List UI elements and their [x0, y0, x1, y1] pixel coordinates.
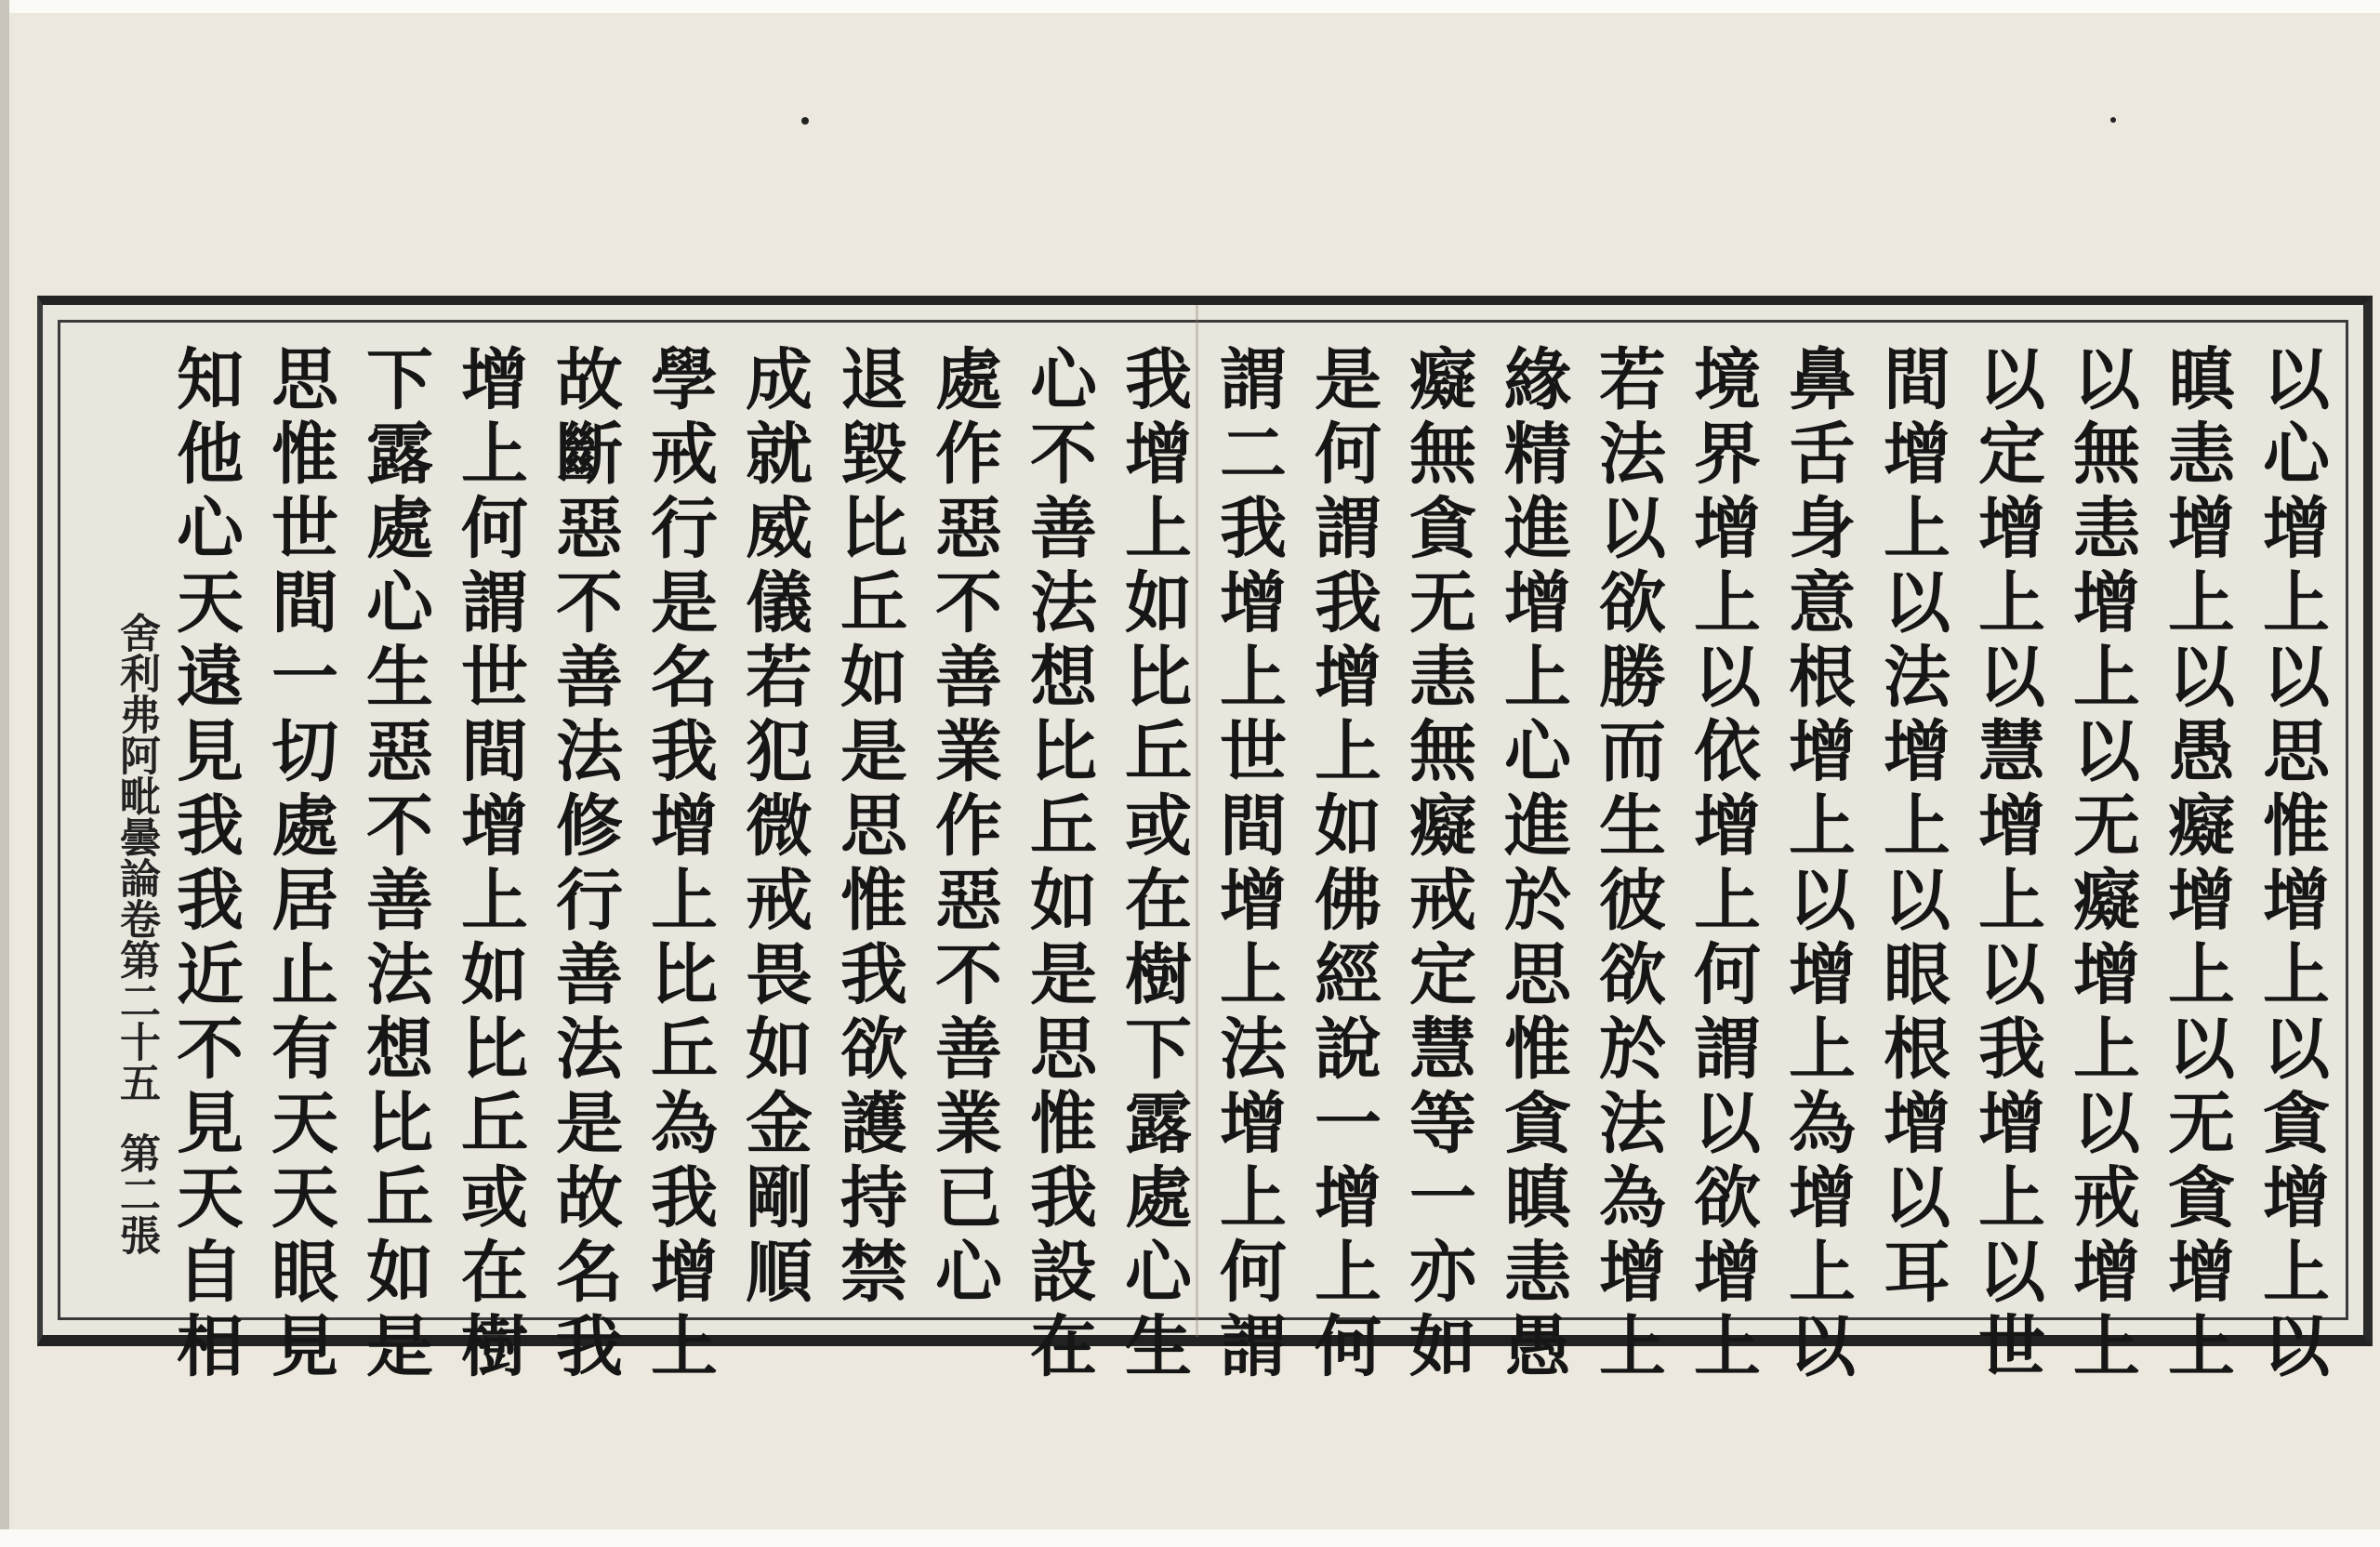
binding-edge	[0, 0, 9, 1547]
text-column-14: 心不善法想比丘如是思惟我設在	[1019, 344, 1098, 1385]
text-column-15: 處作惡不善業作惡不善業已心	[924, 344, 1003, 1311]
page-top-edge	[0, 0, 2380, 13]
text-column-17: 成就威儀若犯微戒畏如金剛順	[734, 344, 813, 1311]
text-column-5: 間增上以法增上以眼根增以耳	[1872, 344, 1951, 1311]
text-column-2: 瞋恚增上以愚癡增上以无貪增上	[2157, 344, 2236, 1385]
colophon-title: 舍利弗阿毗曇論卷第二十五	[112, 612, 160, 1103]
text-column-11: 是何謂我增上如佛經說一增上何	[1303, 344, 1382, 1385]
fold-line	[1196, 305, 1198, 1337]
woodblock-print	[37, 296, 2373, 1385]
text-column-7: 境界增上以依增上何謂以欲增上	[1683, 344, 1762, 1385]
text-column-16: 退毀比丘如是思惟我欲護持禁	[829, 344, 908, 1311]
text-column-1: 以心增上以思惟增上以貪增上以	[2252, 344, 2331, 1385]
text-column-12: 謂二我增上世間增上法增上何謂	[1209, 344, 1288, 1385]
text-column-19: 故斷惡不善法修行善法是故名我	[545, 344, 624, 1385]
text-column-22: 思惟世間一切處居止有天天眼見	[260, 344, 339, 1385]
text-column-4: 以定增上以慧增上以我增上以世	[1967, 344, 2046, 1385]
text-column-18: 學戒行是名我增上比丘為我增上	[640, 344, 719, 1385]
page-bottom-edge	[0, 1529, 2380, 1547]
colophon-page-number: 第二張	[112, 1132, 160, 1255]
text-column-9: 緣精進增上心進於思惟貪瞋恚愚	[1493, 344, 1572, 1385]
ink-speck	[2110, 117, 2116, 123]
text-column-23: 知他心天遠見我我近不見天自相	[165, 344, 245, 1385]
ink-speck	[801, 117, 809, 125]
text-column-6: 鼻舌身意根增上以增上為增上以	[1778, 344, 1857, 1385]
text-column-10: 癡無貪无恚無癡戒定慧等一亦如	[1398, 344, 1477, 1385]
text-column-3: 以無恚增上以无癡增上以戒增上	[2062, 344, 2141, 1385]
text-column-8: 若法以欲勝而生彼欲於法為增上	[1588, 344, 1667, 1385]
text-column-21: 下露處心生惡不善法想比丘如是	[355, 344, 434, 1385]
text-column-20: 增上何謂世間增上如比丘或在樹	[450, 344, 529, 1385]
text-column-13: 我增上如比丘或在樹下露處心生	[1114, 344, 1193, 1385]
